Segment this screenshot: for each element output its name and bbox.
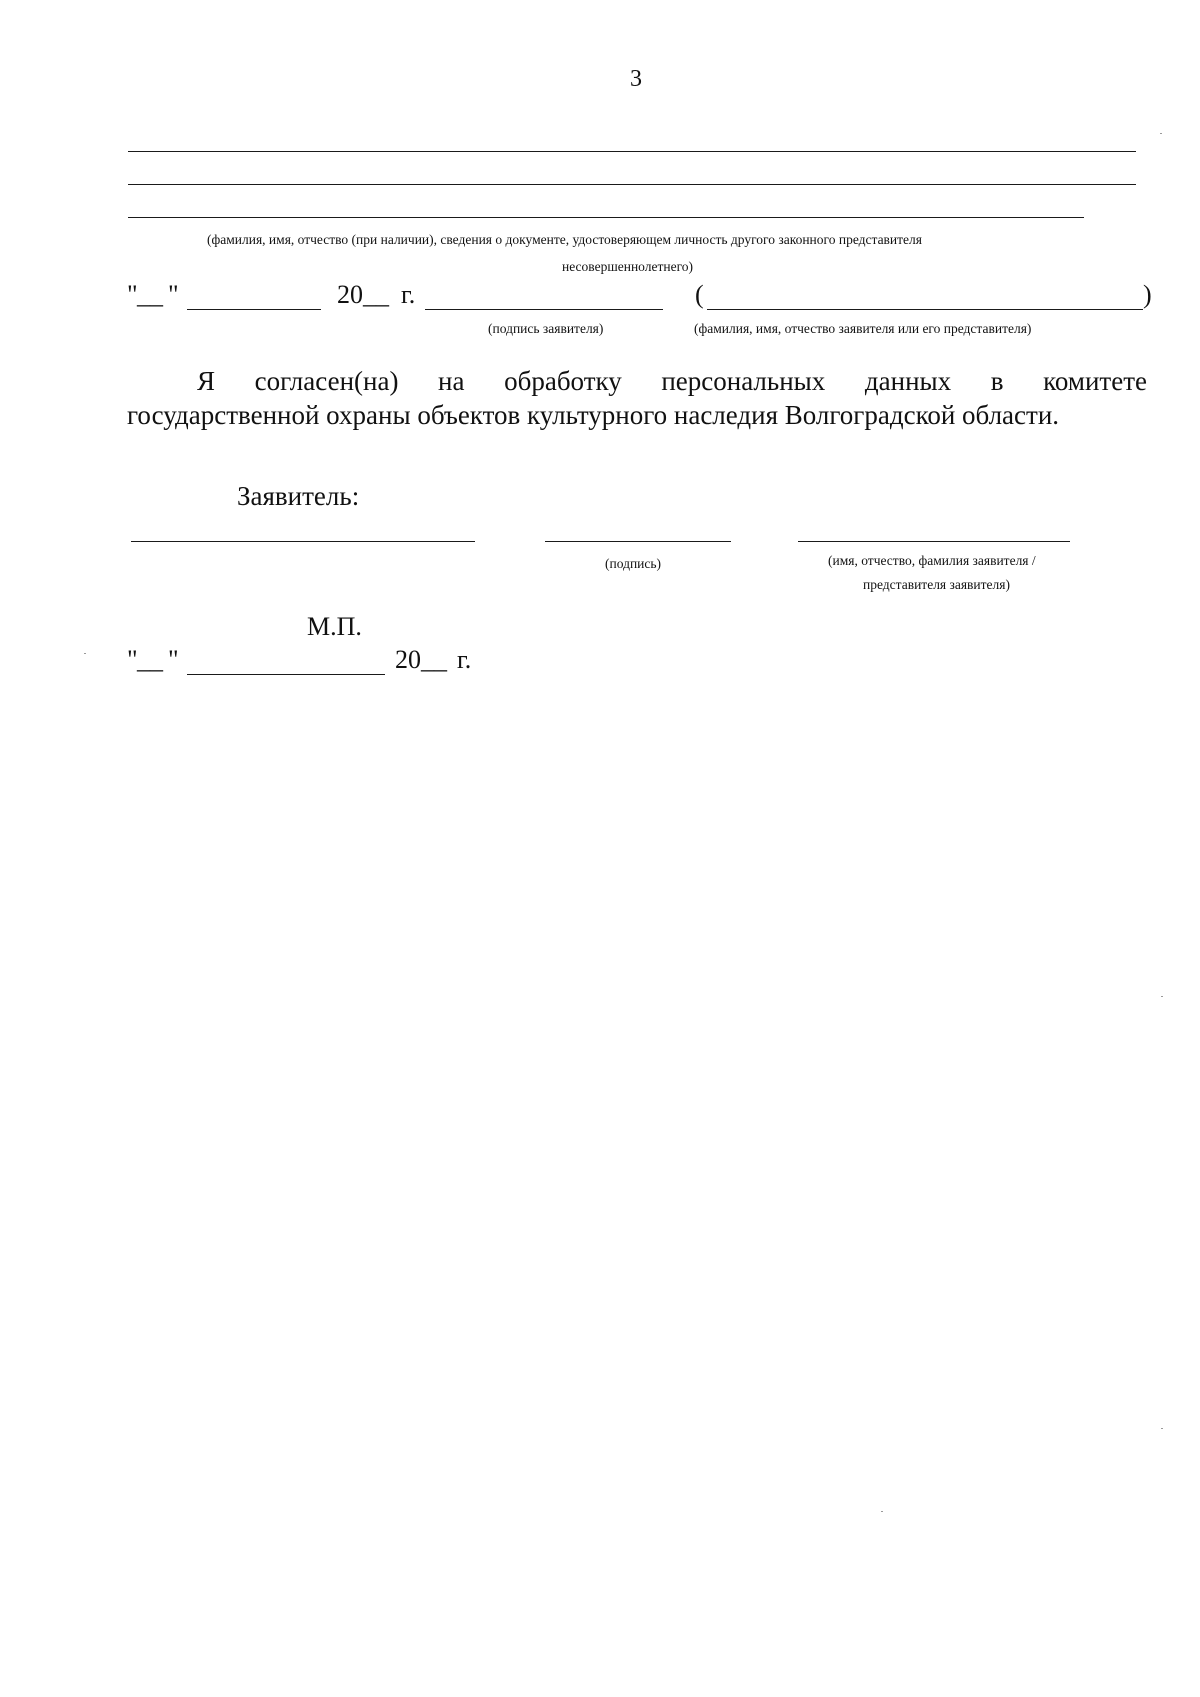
day-blank: __ bbox=[137, 280, 163, 309]
year-blank: __ bbox=[421, 645, 447, 674]
year-blank: __ bbox=[363, 280, 389, 309]
stamp-place-label: М.П. bbox=[307, 612, 362, 641]
applicant-name-line bbox=[798, 541, 1070, 542]
scan-speck bbox=[1160, 133, 1162, 134]
year-prefix: 20 bbox=[395, 645, 421, 674]
name-caption-1: (фамилия, имя, отчество заявителя или его представителя) bbox=[694, 321, 1032, 336]
consent-line2: государственной охраны объектов культурного наследия Волгоградской области. bbox=[127, 400, 1060, 430]
consent-word: Я bbox=[197, 366, 216, 396]
consent-word: на bbox=[438, 366, 465, 396]
applicant-name-caption-line2: представителя заявителя) bbox=[863, 577, 1010, 592]
applicant-signature-caption: (подпись) bbox=[605, 556, 662, 571]
paren-open: ( bbox=[695, 280, 704, 309]
consent-line1 bbox=[127, 364, 1147, 398]
signature-blank-line bbox=[425, 309, 663, 310]
blank-line-3 bbox=[128, 217, 1084, 218]
quote-close: " bbox=[168, 280, 179, 309]
year-suffix: г. bbox=[401, 280, 416, 309]
representative-caption-line2: несовершеннолетнего) bbox=[562, 259, 694, 274]
representative-caption-line1: (фамилия, имя, отчество (при наличии), сведения о документе, удостоверяющем личность другого законного представителя bbox=[207, 232, 922, 247]
month-blank-line bbox=[187, 309, 321, 310]
date-row-1 bbox=[127, 280, 1152, 320]
signature-caption-1: (подпись заявителя) bbox=[488, 321, 604, 336]
scan-speck bbox=[881, 1511, 883, 1512]
quote-open: " bbox=[127, 280, 138, 309]
blank-line-1 bbox=[128, 151, 1136, 152]
page-number: 3 bbox=[630, 66, 642, 92]
quote-open: " bbox=[127, 645, 138, 674]
applicant-label: Заявитель: bbox=[237, 481, 360, 511]
name-blank-line bbox=[707, 309, 1143, 310]
date-row-2 bbox=[127, 645, 527, 685]
paren-close: ) bbox=[1143, 280, 1152, 309]
year-suffix: г. bbox=[457, 645, 472, 674]
consent-paragraph bbox=[127, 364, 1147, 432]
scan-speck bbox=[1161, 996, 1163, 997]
scan-speck bbox=[84, 653, 86, 654]
consent-word: обработку bbox=[504, 366, 622, 396]
consent-word: согласен(на) bbox=[254, 366, 399, 396]
quote-close: " bbox=[168, 645, 179, 674]
month-blank-line bbox=[187, 674, 385, 675]
applicant-position-line bbox=[131, 541, 475, 542]
blank-line-2 bbox=[128, 184, 1136, 185]
consent-word: комитете bbox=[1043, 366, 1147, 396]
year-prefix: 20 bbox=[337, 280, 363, 309]
applicant-name-caption-line1: (имя, отчество, фамилия заявителя / bbox=[828, 553, 1036, 568]
scan-speck bbox=[1161, 1428, 1163, 1429]
day-blank: __ bbox=[137, 645, 163, 674]
consent-word: данных bbox=[864, 366, 952, 396]
consent-word: персональных bbox=[661, 366, 826, 396]
applicant-signature-line bbox=[545, 541, 731, 542]
consent-word: в bbox=[990, 366, 1004, 396]
